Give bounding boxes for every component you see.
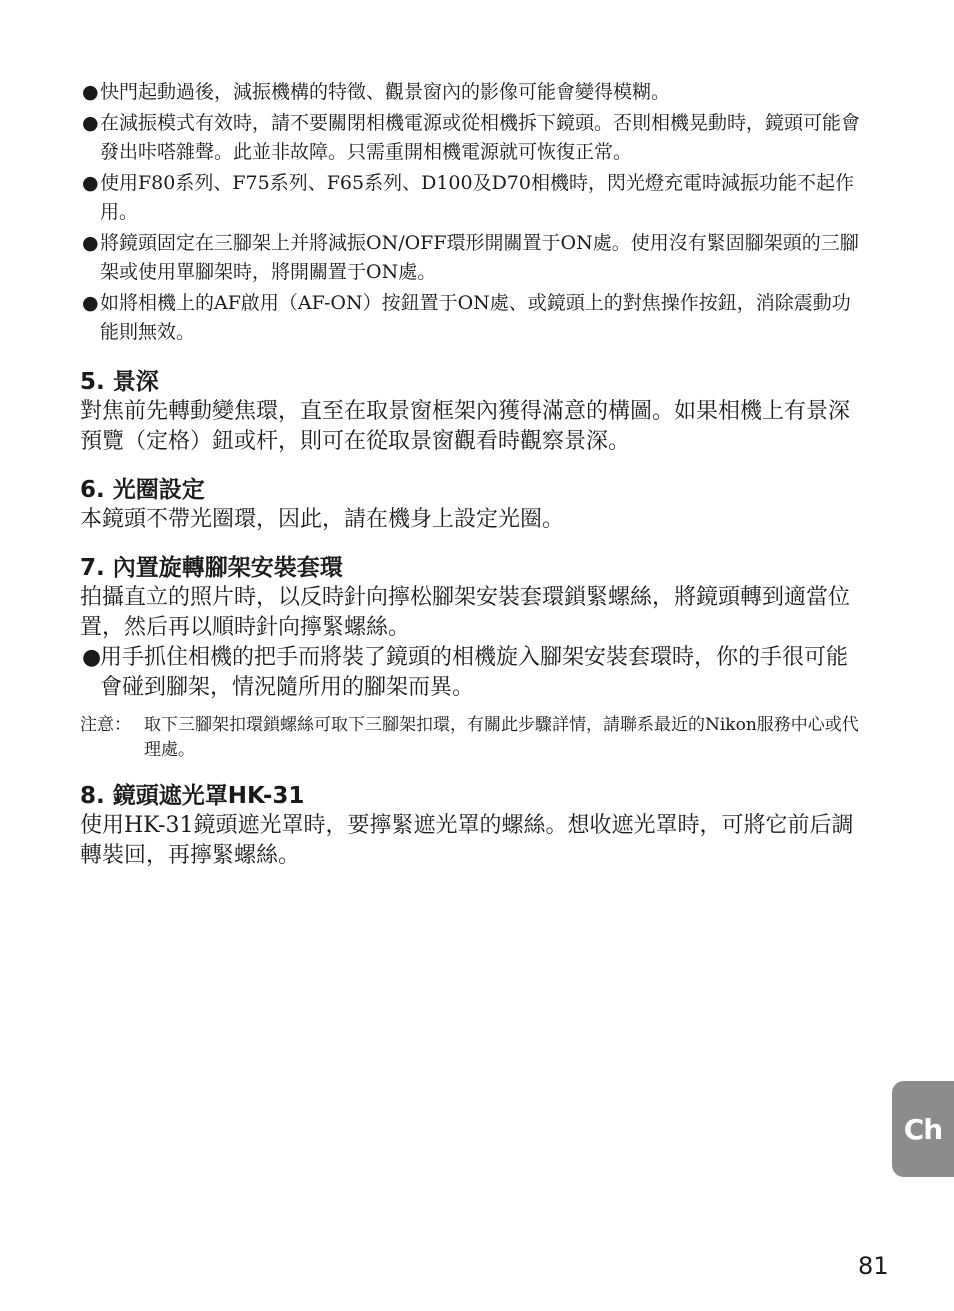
bullet-icon: ● [82,232,99,254]
section-title: 8. 鏡頭遮光罩HK-31 [80,783,305,809]
section-body: 使用HK-31鏡頭遮光罩時，要擰緊遮光罩的螺絲。想收遮光罩時，可將它前后調轉裝回，再擰緊螺絲。 [80,813,854,868]
list-item [80,78,862,107]
bullet-icon: ● [82,81,99,103]
section-title: 6. 光圈設定 [80,477,205,503]
list-item [80,229,862,287]
page-content [80,78,862,871]
caution-note [80,713,862,763]
tripod-collar-notes [80,643,862,703]
bullet-icon: ● [82,292,99,314]
section-title: 7. 內置旋轉腳架安裝套環 [80,555,343,581]
list-item [80,169,862,227]
note-label: 注意： [80,715,131,735]
bullet-text: 在減振模式有效時，請不要關閉相機電源或從相機拆下鏡頭。否則相機晃動時，鏡頭可能會發出咔嗒雜聲。此並非故障。只需重開相機電源就可恢復正常。 [100,112,861,163]
language-tab: Ch [892,1081,954,1177]
section-title: 5. 景深 [80,369,159,395]
section-body: 本鏡頭不帶光圈環，因此，請在機身上設定光圈。 [80,507,565,532]
bullet-icon: ● [82,172,99,194]
bullet-text: 用手抓住相機的把手而將裝了鏡頭的相機旋入腳架安裝套環時，你的手很可能會碰到腳架，情況隨所用的腳架而異。 [100,645,849,700]
bullet-text: 使用F80系列、F75系列、F65系列、D100及D70相機時，閃光燈充電時減振功能不起作用。 [100,172,854,223]
list-item [80,109,862,167]
bullet-text: 如將相機上的AF啟用（AF-ON）按鈕置于ON處、或鏡頭上的對焦操作按鈕，消除震動功能則無效。 [100,292,851,343]
section-tripod-collar [80,553,862,763]
section-aperture-setting [80,475,862,535]
list-item [80,643,862,703]
section-body: 對焦前先轉動變焦環，直至在取景窗框架內獲得滿意的構圖。如果相機上有景深預覽（定格）鈕或杆，則可在從取景窗觀看時觀察景深。 [80,399,851,454]
section-lens-hood [80,781,862,871]
bullet-icon: ● [82,645,102,670]
section-body: 拍攝直立的照片時，以反時針向擰松腳架安裝套環鎖緊螺絲，將鏡頭轉到適當位置，然后再以順時針向擰緊螺絲。 [80,585,851,640]
bullet-text: 快門起動過後，減振機構的特徵、觀景窗內的影像可能會變得模糊。 [100,81,671,103]
list-item [80,289,862,347]
vibration-reduction-notes [80,78,862,347]
bullet-text: 將鏡頭固定在三腳架上并將減振ON/OFF環形開關置于ON處。使用沒有緊固腳架頭的三腳架或使用單腳架時，將開關置于ON處。 [100,232,859,283]
note-text: 取下三腳架扣環鎖螺絲可取下三腳架扣環，有關此步驟詳情，請聯系最近的Nikon服務中心或代理處。 [144,715,859,760]
section-depth-of-field [80,367,862,457]
page-number: 81 [858,1252,889,1280]
bullet-icon: ● [82,112,99,134]
